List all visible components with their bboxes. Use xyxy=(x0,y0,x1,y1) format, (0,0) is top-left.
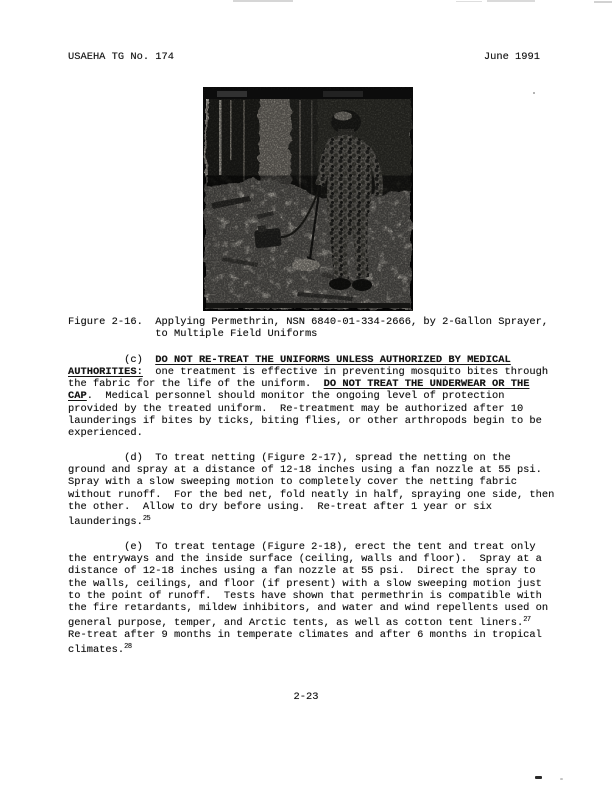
scan-speck xyxy=(560,778,563,780)
page-number: 2-23 xyxy=(293,691,319,703)
scan-streak xyxy=(594,1,612,3)
paragraph-c: (c) DO NOT RE-TREAT THE UNIFORMS UNLESS AUTHORIZED BY MEDICAL AUTHORITIES: one treatment is effective in preventing mosquito bites through the fabric for the life of the uniform. DO NOT TREAT THE UNDERWEAR OR THE CAP. Medical personnel should monitor the ongoing level of protection provided by the treated uniform. Re-treatment may be authorized after 10 launderings if bites by ticks, biting flies, or other arthropods begin to be experienced. xyxy=(68,354,549,439)
scan-streak xyxy=(456,1,482,2)
scan-streak xyxy=(233,0,293,2)
header-date: June 1991 xyxy=(483,51,540,63)
paragraph-d: (d) To treat netting (Figure 2-17), spread the netting on the ground and spray at a distance of 12-18 inches using a fan nozzle at 55 psi. Spray with a slow sweeping motion to completely cover the netting fabric without runoff. For the bed net, fold neatly in half, spraying one side, then the other. Allow to dry before using. Re-treat after 1 year or six launderings.$^{25}$ xyxy=(68,452,555,528)
header-doc-id: USAEHA TG No. 174 xyxy=(68,51,175,63)
figure-caption: Figure 2-16. Applying Permethrin, NSN 6840-01-334-2666, by 2-Gallon Sprayer, to Multiple Field Uniforms xyxy=(68,316,549,341)
paragraph-e: (e) To treat tentage (Figure 2-18), erect the tent and treat only the entryways and the inside surface (ceiling, walls and floor). Spray at a distance of 12-18 inches using a fan nozzle at 55 psi. Direct the spray to the walls, ceilings, and floor (if present) with a slow sweeping motion just to the point of runoff. Tests have shown that permethrin is compatible with the fire retardants, mildew inhibitors, and water and wind repellents used on general purpose, temper, and Arctic tents, as well as cotton tent liners.$^{27}$ Re-treat after 9 months in temperate climates and after 6 months in tropical climates.$^{28}$ xyxy=(68,541,549,657)
soldier-spraying-photo xyxy=(203,87,413,311)
page-header xyxy=(68,51,540,63)
scan-speck xyxy=(533,92,535,94)
scan-mark xyxy=(535,776,542,779)
figure-photo xyxy=(203,87,413,311)
body-text xyxy=(68,354,578,656)
scan-streak xyxy=(487,0,535,2)
